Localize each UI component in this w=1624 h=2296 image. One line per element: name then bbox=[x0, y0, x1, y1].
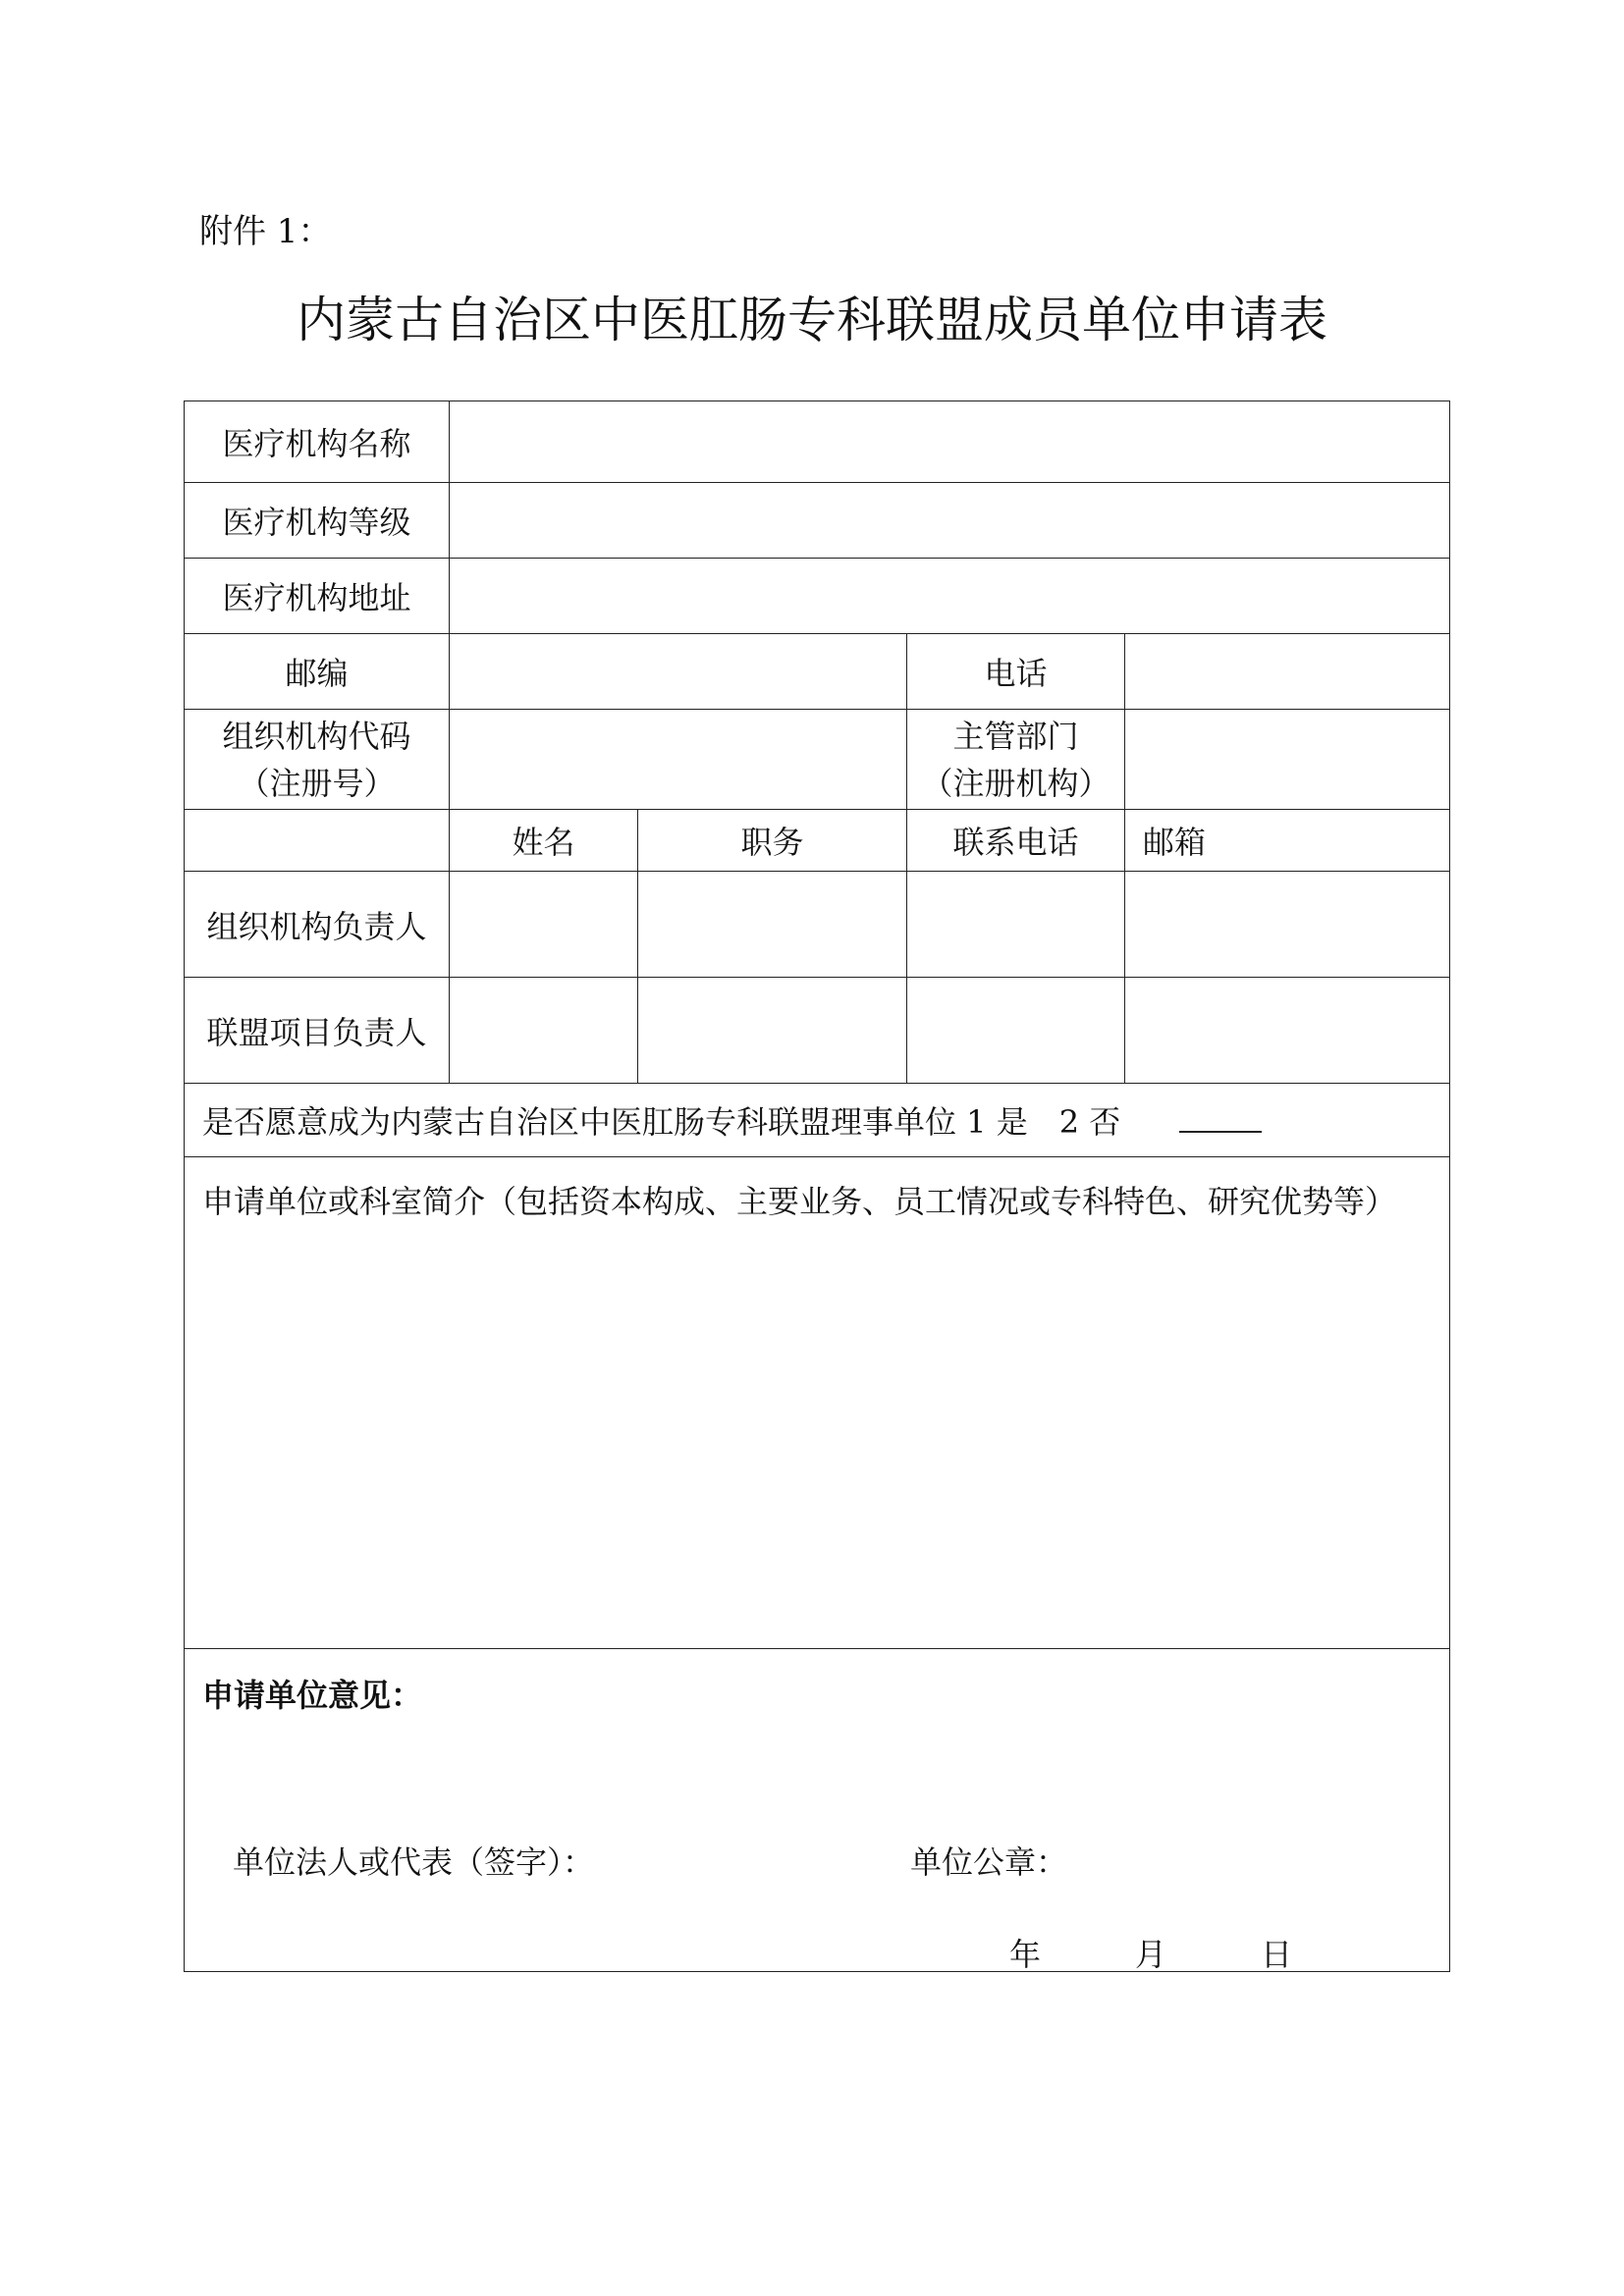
label-org-code-line1: 组织机构代码 bbox=[222, 717, 411, 755]
row-institution-address bbox=[185, 559, 1450, 634]
row-org-code-supervisor bbox=[185, 710, 1450, 810]
label-postcode: 邮编 bbox=[185, 634, 450, 710]
opinion-cell[interactable] bbox=[185, 1649, 1450, 1972]
contact-header-blank bbox=[185, 810, 450, 872]
input-project-head-email[interactable] bbox=[1125, 978, 1450, 1084]
attachment-label: 附件 1： bbox=[199, 212, 332, 251]
row-council-question bbox=[185, 1084, 1450, 1157]
row-contact-headers bbox=[185, 810, 1450, 872]
label-phone: 电话 bbox=[907, 634, 1125, 710]
input-institution-address[interactable] bbox=[450, 559, 1450, 634]
row-institution-name bbox=[185, 401, 1450, 483]
label-supervisor bbox=[907, 710, 1125, 810]
input-institution-level[interactable] bbox=[450, 483, 1450, 559]
row-institution-level bbox=[185, 483, 1450, 559]
header-contact-phone: 联系电话 bbox=[907, 810, 1125, 872]
row-intro bbox=[185, 1157, 1450, 1649]
form-title: 内蒙古自治区中医肛肠专科联盟成员单位申请表 bbox=[297, 292, 1327, 348]
input-org-head-position[interactable] bbox=[638, 872, 907, 978]
input-postcode[interactable] bbox=[450, 634, 907, 710]
label-org-code-line2: （注册号） bbox=[238, 764, 396, 802]
input-supervisor[interactable] bbox=[1125, 710, 1450, 810]
input-org-head-email[interactable] bbox=[1125, 872, 1450, 978]
intro-cell[interactable] bbox=[185, 1157, 1450, 1649]
header-name: 姓名 bbox=[450, 810, 638, 872]
header-email: 邮箱 bbox=[1125, 810, 1450, 872]
legal-rep-signature-label: 单位法人或代表（签字）： bbox=[233, 1843, 595, 1881]
seal-label: 单位公章： bbox=[910, 1843, 1068, 1881]
row-opinion bbox=[185, 1649, 1450, 1972]
application-form bbox=[184, 400, 1450, 1972]
date-label: 年 月 日 bbox=[1009, 1936, 1293, 1973]
row-project-head bbox=[185, 978, 1450, 1084]
input-project-head-position[interactable] bbox=[638, 978, 907, 1084]
input-org-head-name[interactable] bbox=[450, 872, 638, 978]
council-question-text: 是否愿意成为内蒙古自治区中医肛肠专科联盟理事单位 1 是 2 否 bbox=[202, 1103, 1121, 1141]
label-supervisor-line1: 主管部门 bbox=[952, 717, 1079, 755]
header-position: 职务 bbox=[638, 810, 907, 872]
council-question-cell bbox=[185, 1084, 1450, 1157]
label-institution-address: 医疗机构地址 bbox=[185, 559, 450, 634]
input-project-head-phone[interactable] bbox=[907, 978, 1125, 1084]
label-org-head: 组织机构负责人 bbox=[185, 872, 450, 978]
council-answer-blank[interactable] bbox=[1179, 1109, 1262, 1133]
input-project-head-name[interactable] bbox=[450, 978, 638, 1084]
input-org-head-phone[interactable] bbox=[907, 872, 1125, 978]
row-org-head bbox=[185, 872, 1450, 978]
label-supervisor-line2: （注册机构） bbox=[921, 764, 1110, 802]
input-phone[interactable] bbox=[1125, 634, 1450, 710]
label-institution-name: 医疗机构名称 bbox=[185, 401, 450, 483]
label-institution-level: 医疗机构等级 bbox=[185, 483, 450, 559]
input-org-code[interactable] bbox=[450, 710, 907, 810]
label-project-head: 联盟项目负责人 bbox=[185, 978, 450, 1084]
input-institution-name[interactable] bbox=[450, 401, 1450, 483]
opinion-heading: 申请单位意见： bbox=[202, 1677, 423, 1714]
label-org-code bbox=[185, 710, 450, 810]
intro-label: 申请单位或科室简介（包括资本构成、主要业务、员工情况或专科特色、研究优势等） bbox=[202, 1183, 1397, 1220]
row-postcode-phone bbox=[185, 634, 1450, 710]
